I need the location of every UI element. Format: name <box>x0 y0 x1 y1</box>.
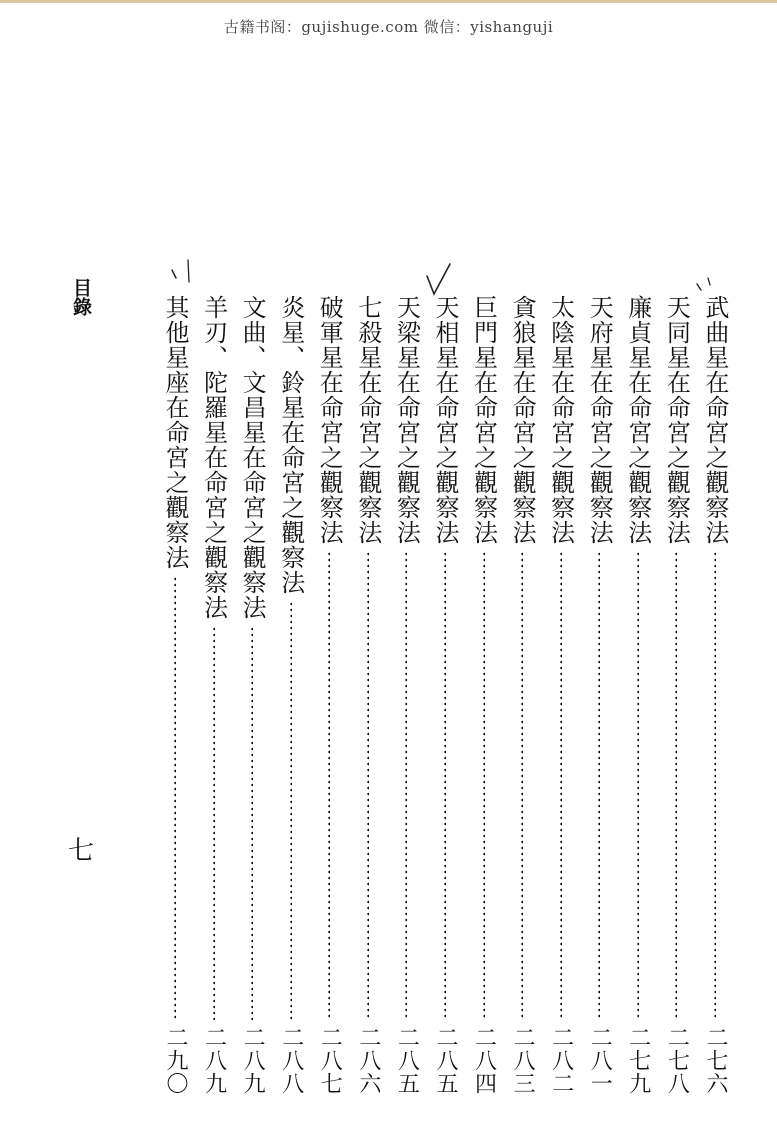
toc-entry[interactable] <box>661 295 691 1095</box>
toc-entry[interactable] <box>353 295 383 1095</box>
toc-entry-page: 二八四 <box>471 1026 497 1095</box>
toc-entry-title: 武曲星在命宮之觀察法 <box>700 295 729 545</box>
toc-entry[interactable] <box>160 295 190 1095</box>
toc-entry-title: 破軍星在命宮之觀察法 <box>315 295 344 545</box>
toc-entry[interactable] <box>546 295 576 1095</box>
toc-entry-title: 天梁星在命宮之觀察法 <box>392 295 421 545</box>
dot-leader <box>483 551 485 1020</box>
page-number: 七 <box>68 836 95 866</box>
toc-entry-title: 文曲、文昌星在命宮之觀察法 <box>238 295 267 620</box>
toc-entry-title: 羊刃、陀羅星在命宮之觀察法 <box>199 295 228 620</box>
toc-entry-page: 二八五 <box>432 1026 458 1095</box>
toc-entry[interactable] <box>276 295 306 1095</box>
toc-entry-page: 二九〇 <box>163 1026 188 1095</box>
dot-leader <box>213 626 215 1020</box>
toc-entry-page: 二八二 <box>548 1026 574 1095</box>
section-title: 目錄 <box>70 278 92 316</box>
toc-entry-title: 天府星在命宮之觀察法 <box>585 295 614 545</box>
dot-leader <box>637 551 639 1020</box>
toc-entry-title: 天相星在命宮之觀察法 <box>430 295 459 545</box>
watermark-header: 古籍书阁：gujishuge.com 微信：yishanguji <box>223 18 554 36</box>
dot-leader <box>251 626 253 1020</box>
toc-entry[interactable] <box>507 295 537 1095</box>
toc-entry[interactable] <box>430 295 460 1095</box>
dot-leader <box>598 551 600 1020</box>
toc-entry-page: 二七九 <box>625 1026 651 1095</box>
toc-entry[interactable] <box>314 295 344 1095</box>
table-of-contents <box>160 295 730 1095</box>
toc-entry[interactable] <box>391 295 421 1095</box>
dot-leader <box>521 551 523 1020</box>
dot-leader <box>444 551 446 1020</box>
toc-entry-page: 二八一 <box>587 1026 613 1095</box>
dot-leader <box>328 551 330 1020</box>
toc-entry-page: 二八九 <box>201 1026 227 1095</box>
toc-entry-page: 二七八 <box>664 1026 690 1095</box>
pen-tick-mark <box>694 276 718 296</box>
dot-leader <box>405 551 407 1020</box>
toc-entry[interactable] <box>623 295 653 1095</box>
toc-entry[interactable] <box>469 295 499 1095</box>
dot-leader <box>290 601 292 1020</box>
toc-entry-title: 其他星座在命宮之觀察法 <box>161 295 189 570</box>
toc-entry-page: 二七六 <box>702 1026 728 1095</box>
toc-entry-title: 七殺星在命宮之觀察法 <box>353 295 382 545</box>
checkmark-icon <box>424 262 454 298</box>
dot-leader <box>367 551 369 1020</box>
toc-entry[interactable] <box>199 295 229 1095</box>
toc-entry-page: 二八五 <box>394 1026 420 1095</box>
toc-entry-page: 二八六 <box>355 1026 381 1095</box>
toc-entry-title: 巨門星在命宮之觀察法 <box>469 295 498 545</box>
dot-leader <box>675 551 677 1020</box>
toc-entry-title: 廉貞星在命宮之觀察法 <box>623 295 652 545</box>
toc-entry-page: 二八三 <box>510 1026 536 1095</box>
toc-entry-page: 二八九 <box>240 1026 266 1095</box>
dot-leader <box>714 551 716 1020</box>
pen-tick-mark <box>168 258 198 288</box>
toc-entry[interactable] <box>584 295 614 1095</box>
toc-entry-title: 貪狼星在命宮之觀察法 <box>508 295 537 545</box>
toc-entry[interactable] <box>237 295 267 1095</box>
toc-entry-title: 炎星、鈴星在命宮之觀察法 <box>276 295 305 595</box>
top-border <box>0 0 777 3</box>
toc-entry[interactable] <box>700 295 730 1095</box>
dot-leader <box>174 576 176 1020</box>
toc-entry-page: 二八八 <box>278 1026 304 1095</box>
toc-entry-page: 二八七 <box>317 1026 343 1095</box>
dot-leader <box>560 551 562 1020</box>
toc-entry-title: 天同星在命宮之觀察法 <box>662 295 691 545</box>
toc-entry-title: 太陰星在命宮之觀察法 <box>546 295 575 545</box>
